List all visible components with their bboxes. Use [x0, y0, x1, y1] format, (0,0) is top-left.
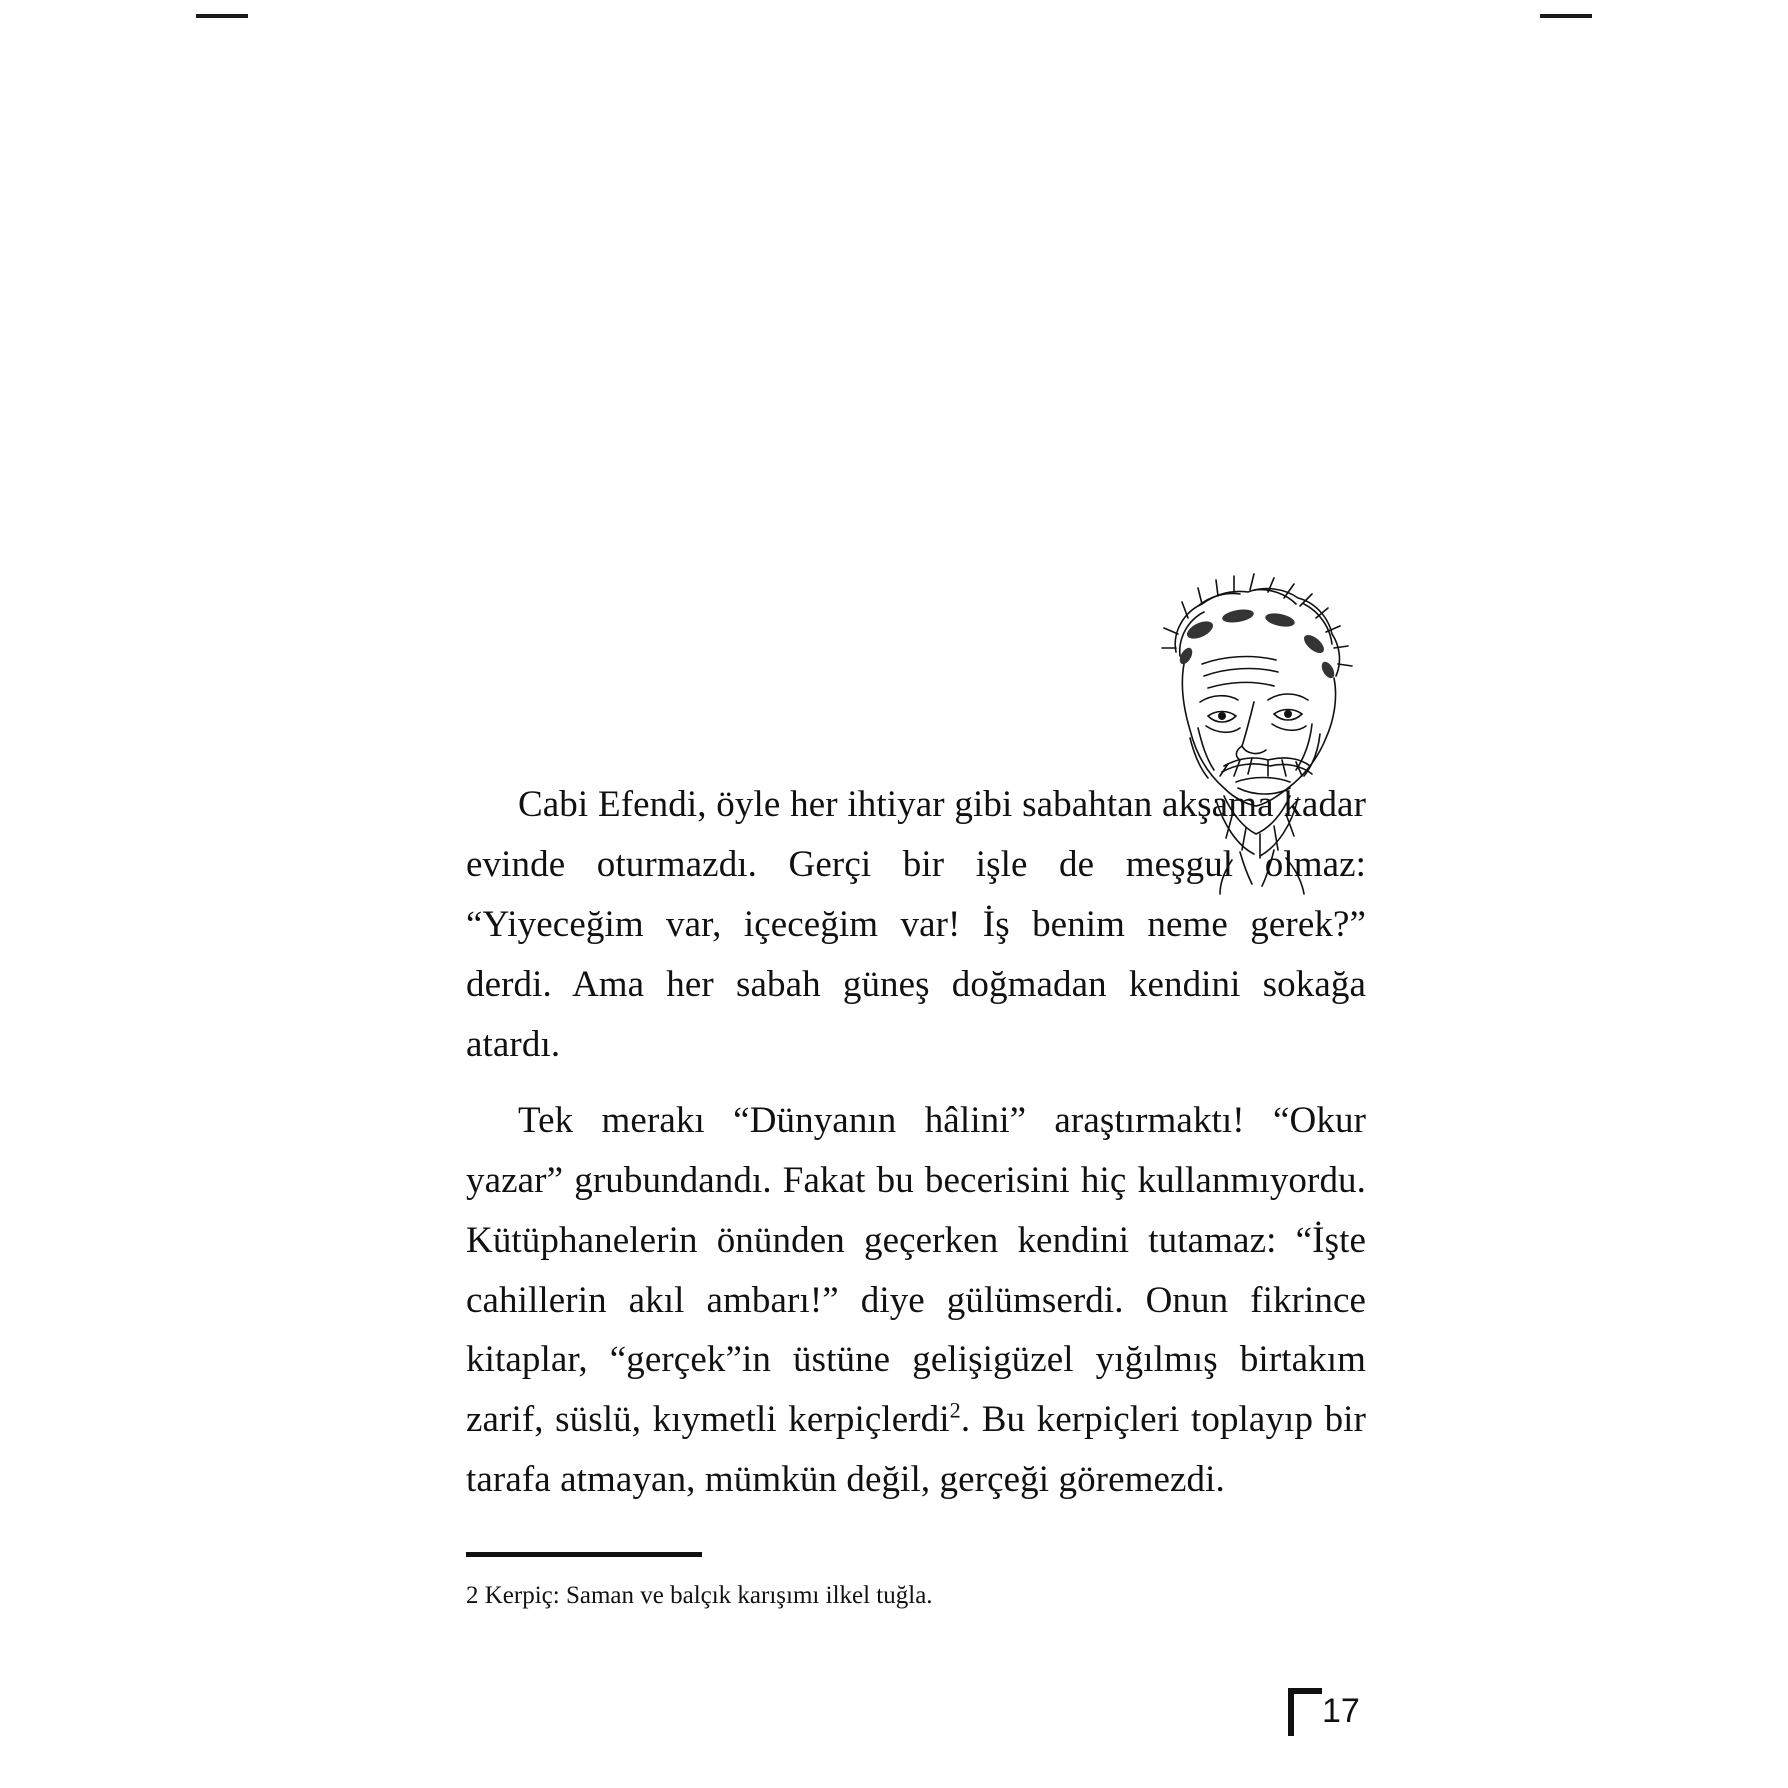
body-text-column [466, 775, 1366, 1516]
page-number: 17 [1322, 1692, 1360, 1730]
paragraph-2 [466, 1091, 1366, 1511]
crop-mark-top-right-icon [1540, 14, 1592, 18]
page-folio [1288, 1688, 1428, 1748]
footnote-marker[interactable]: 2 [949, 1398, 961, 1424]
footnote-text: 2 Kerpiç: Saman ve balçık karışımı ilkel tuğla. [466, 1582, 933, 1609]
folio-corner-horizontal-icon [1288, 1688, 1322, 1694]
paragraph-2-main: Tek merakı “Dünyanın hâlini” araştırmaktı! “Okur yazar” grubundandı. Fakat bu becerisini hiç kullanmıyordu. Kütüphanelerin önünden geçerken kendini tutamaz: “İşte cahillerin akıl ambarı!” diye gülümserdi. Onun fikrince kitaplar, “gerçek”in üstüne gelişigüzel yığılmış birtakım zarif, süslü, kıymetli kerpiçlerdi [466, 1099, 1366, 1441]
folio-corner-vertical-icon [1288, 1688, 1294, 1736]
paragraph-1: Cabi Efendi, öyle her ihtiyar gibi sabahtan akşama kadar evinde oturmazdı. Gerçi bir işle de meşgul olmaz: “Yiyeceğim var, içeceğim var! İş benim neme gerek?” derdi. Ama her sabah güneş doğmadan kendini sokağa atardı. [466, 784, 1366, 1065]
footnote-separator [466, 1552, 702, 1557]
crop-mark-top-left-icon [196, 14, 248, 18]
paragraph-2-tail: . Bu kerpiçleri toplayıp bir tarafa atmayan, mümkün değil, gerçeği göremezdi. [466, 1399, 1366, 1501]
